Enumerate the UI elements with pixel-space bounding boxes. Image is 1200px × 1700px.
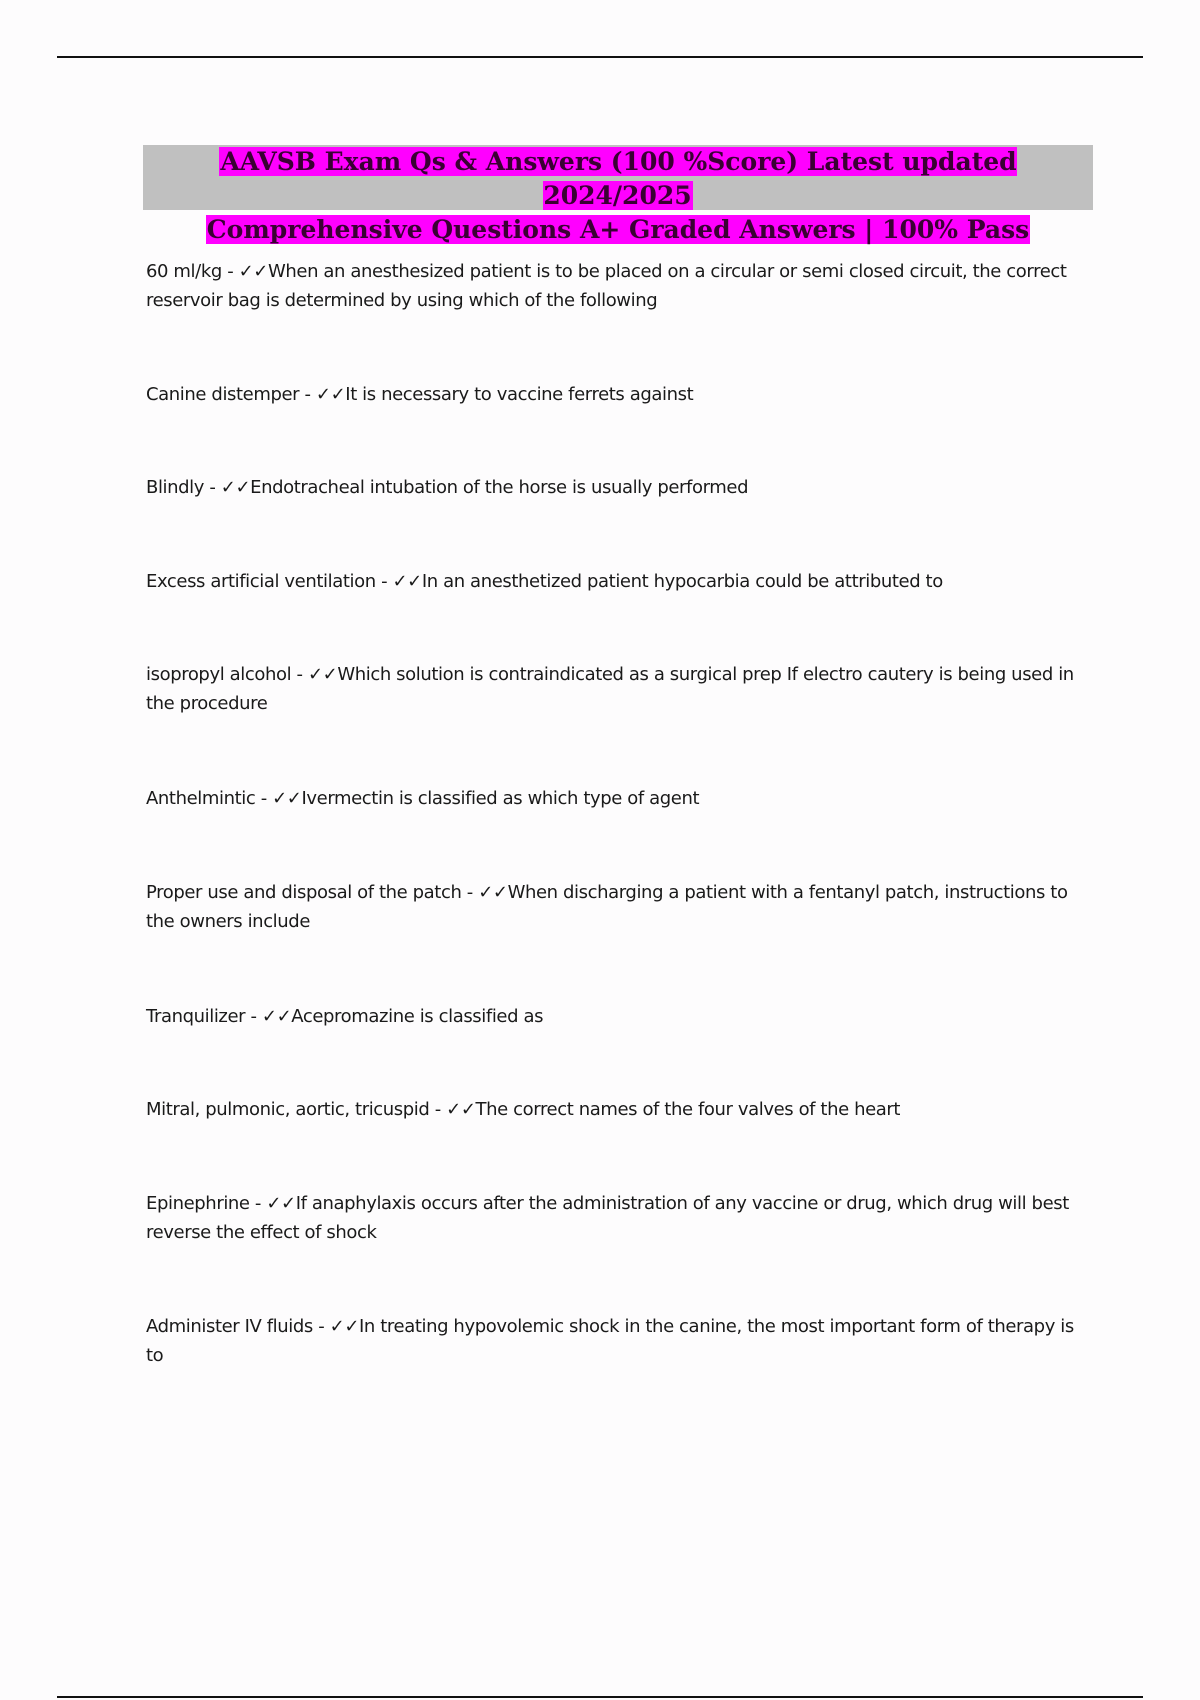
- qa-answer: 60 ml/kg: [146, 261, 222, 282]
- qa-item: [146, 660, 1096, 718]
- top-rule: [57, 56, 1143, 58]
- qa-separator: - ✓✓: [299, 384, 346, 405]
- qa-answer: Proper use and disposal of the patch: [146, 882, 462, 903]
- qa-question: Which solution is contraindicated as a surgical prep If electro cautery is being used in the procedure: [146, 664, 1074, 714]
- qa-question: Acepromazine is classified as: [291, 1006, 544, 1027]
- qa-separator: - ✓✓: [375, 571, 422, 592]
- qa-question: Ivermectin is classified as which type of agent: [301, 788, 700, 809]
- qa-question: The correct names of the four valves of the heart: [475, 1099, 901, 1120]
- qa-item: [146, 1189, 1096, 1247]
- qa-answer: Anthelmintic: [146, 788, 256, 809]
- qa-item: [146, 1312, 1096, 1370]
- title-line-1: AAVSB Exam Qs & Answers (100 %Score) Latest updated 2024/2025: [220, 147, 1017, 210]
- qa-separator: - ✓✓: [204, 477, 251, 498]
- qa-question: When discharging a patient with a fentanyl patch, instructions to the owners include: [146, 882, 1068, 932]
- qa-item: [146, 473, 1096, 502]
- qa-question: In treating hypovolemic shock in the canine, the most important form of therapy is to: [146, 1316, 1074, 1366]
- title-line-2: Comprehensive Questions A+ Graded Answers | 100% Pass: [206, 215, 1030, 244]
- qa-separator: - ✓✓: [429, 1099, 476, 1120]
- qa-item: [146, 784, 1096, 813]
- qa-separator: - ✓✓: [291, 664, 338, 685]
- qa-answer: Tranquilizer: [146, 1006, 246, 1027]
- qa-separator: - ✓✓: [255, 788, 302, 809]
- qa-answer: Epinephrine: [146, 1193, 250, 1214]
- qa-item: [146, 878, 1096, 936]
- qa-separator: - ✓✓: [245, 1006, 292, 1027]
- qa-answer: Blindly: [146, 477, 205, 498]
- qa-item: [146, 567, 1096, 596]
- qa-answer: isopropyl alcohol: [146, 664, 292, 685]
- qa-separator: - ✓✓: [249, 1193, 296, 1214]
- bottom-rule: [57, 1696, 1143, 1698]
- qa-question: Endotracheal intubation of the horse is usually performed: [250, 477, 749, 498]
- qa-question: It is necessary to vaccine ferrets against: [345, 384, 694, 405]
- qa-separator: - ✓✓: [221, 261, 268, 282]
- qa-separator: - ✓✓: [312, 1316, 360, 1337]
- qa-question: In an anesthetized patient hypocarbia could be attributed to: [421, 571, 943, 592]
- qa-answer: Administer IV fluids: [146, 1316, 313, 1337]
- qa-answer: Canine distemper: [146, 384, 300, 405]
- qa-item: [146, 257, 1096, 315]
- qa-question: If anaphylaxis occurs after the administration of any vaccine or drug, which drug will best reverse the effect of shock: [146, 1193, 1069, 1243]
- document-title: [143, 145, 1093, 244]
- qa-separator: - ✓✓: [461, 882, 508, 903]
- qa-question: When an anesthesized patient is to be placed on a circular or semi closed circuit, the correct reservoir bag is determined by using which of the following: [146, 261, 1067, 311]
- qa-answer: Mitral, pulmonic, aortic, tricuspid: [146, 1099, 430, 1120]
- qa-item: [146, 1095, 1096, 1124]
- qa-answer: Excess artificial ventilation: [146, 571, 376, 592]
- qa-item: [146, 380, 1096, 409]
- qa-item: [146, 1002, 1096, 1031]
